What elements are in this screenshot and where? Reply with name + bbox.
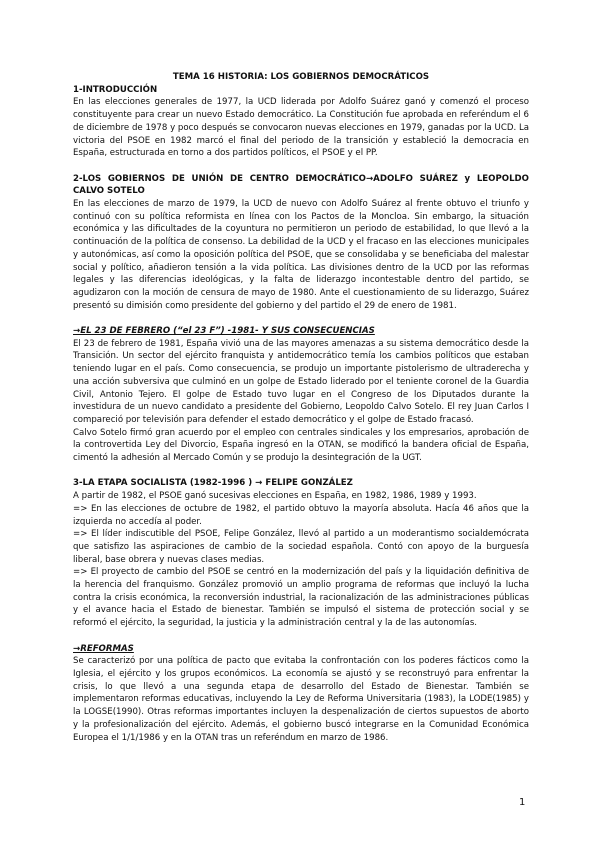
section-heading-introduccion: 1-INTRODUCCIÓN: [73, 84, 158, 95]
paragraph: => El líder indiscutible del PSOE, Felipe González, llevó al partido a un moderantismo socialdemócrata que satisfizo las aspiraciones de cambio de la sociedad española. Contó con apoyo de la burguesía liberal, base obrera y nuevas clases medias.: [73, 529, 529, 565]
section-heading-23f: →EL 23 DE FEBRERO (“el 23 F”) -1981- Y SUS CONSECUENCIAS: [73, 326, 375, 337]
paragraph: A partir de 1982, el PSOE ganó sucesivas elecciones en España, en 1982, 1986, 1989 y 1993.: [73, 491, 477, 502]
section-heading-reformas: →REFORMAS: [73, 643, 134, 654]
paragraph: El 23 de febrero de 1981, España vivió una de las mayores amenazas a su sistema democrático desde la Transición. Un sector del ejército franquista y antidemocrático temía los cambios políticos que estaban teniendo lugar en el país. Como consecuencia, se produjo un importante pistolerismo de ultraderecha y una acción subversiva que culminó en un golpe de Estado liderado por el teniente coronel de la Guardia Civil, Antonio Tejero. El golpe de Estado tuvo lugar en el Congreso de los Diputados durante la investidura de un nuevo candidato a presidente del Gobierno, Leopoldo Calvo Sotelo. El rey Juan Carlos I compareció por televisión para defender el estado democrático y el golpe de Estado fracasó.: [73, 338, 529, 425]
section-heading-etapa-socialista: 3-LA ETAPA SOCIALISTA (1982-1996 ) → FELIPE GONZÁLEZ: [73, 478, 353, 489]
document-title: TEMA 16 HISTORIA: LOS GOBIERNOS DEMOCRÁTICOS: [172, 72, 430, 82]
paragraph: En las elecciones generales de 1977, la UCD liderada por Adolfo Suárez ganó y comenzó el proceso constituyente para crear un nuevo Estado democrático. La Constitución fue aprobada en referéndum el 6 de diciembre de 1978 y poco después se convocaron nuevas elecciones en 1979, ganadas por la UCD. La victoria del PSOE en 1982 marcó el final del periodo de la transición y estableció la democracia en España, estructurada en torno a dos partidos políticos, el PSOE y el PP.: [73, 97, 529, 159]
document-body: [73, 71, 529, 744]
paragraph: Calvo Sotelo firmó gran acuerdo por el empleo con centrales sindicales y los empresarios, aprobación de la controvertida Ley del Divorcio, España ingresó en la OTAN, se modificó la bandera oficial de España, cimentó la adhesión al Mercado Común y se produjo la desintegración de la UGT.: [73, 427, 529, 464]
section-heading-ucd: 2-LOS GOBIERNOS DE UNIÓN DE CENTRO DEMOCRÁTICO→ADOLFO SUÁREZ y LEOPOLDO CALVO SOTELO: [73, 173, 529, 197]
paragraph: => En las elecciones de octubre de 1982, el partido obtuvo la mayoría absoluta. Hacía 46 años que la izquierda no accedía al poder.: [73, 503, 529, 527]
paragraph: Se caracterizó por una política de pacto que evitaba la confrontación con los poderes fácticos como la Iglesia, el ejército y los grupos económicos. La economía se ajustó y se reconstruyó para enfrentar la crisis, lo que llevó a una segunda etapa de desarrollo del Estado de Bienestar. También se implementaron reformas educativas, incluyendo la Ley de Reforma Universitaria (1983), la LODE(1985) y la LOGSE(1990). Otras reformas importantes incluyen la despenalización de ciertos supuestos de aborto y la profesionalización del ejército. Además, el gobierno buscó integrarse en la Comunidad Económica Europea el 1/1/1986 y en la OTAN tras un referéndum en marzo de 1986.: [73, 656, 529, 743]
paragraph: => El proyecto de cambio del PSOE se centró en la modernización del país y la liquidación definitiva de la herencia del franquismo. González promovió un amplio programa de reformas que incluyó la lucha contra la crisis económica, la reconversión industrial, la racionalización de las administraciones públicas y el avance hacia el Estado de bienestar. También se impulsó el sistema de protección social y se reformó el ejército, la seguridad, la justicia y la administración central y la de las autonomías.: [73, 567, 529, 629]
page-number: 1: [519, 797, 526, 808]
paragraph: En las elecciones de marzo de 1979, la UCD de nuevo con Adolfo Suárez al frente obtuvo el triunfo y continuó con su política reformista en línea con los Pactos de la Moncloa. Sin embargo, la situación económica y las dificultades de la coyuntura no permitieron un periodo de estabilidad, lo que llevó a la continuación de la política de consenso. La debilidad de la UCD y el fracaso en las elecciones municipales y autonómicas, así como la oposición política del PSOE, que se consolidaba y se beneficiaba del malestar social y político, añadieron tensión a la vida política. Las divisiones dentro de la UCD por las reformas legales y las diferencias ideológicas, y la falta de liderazgo incontestable dentro del partido, se agudizaron con la moción de censura de mayo de 1980. Ante el cuestionamiento de su liderazgo, Suárez presentó su dimisión como presidente del gobierno y del partido el 29 de enero de 1981.: [73, 199, 529, 311]
